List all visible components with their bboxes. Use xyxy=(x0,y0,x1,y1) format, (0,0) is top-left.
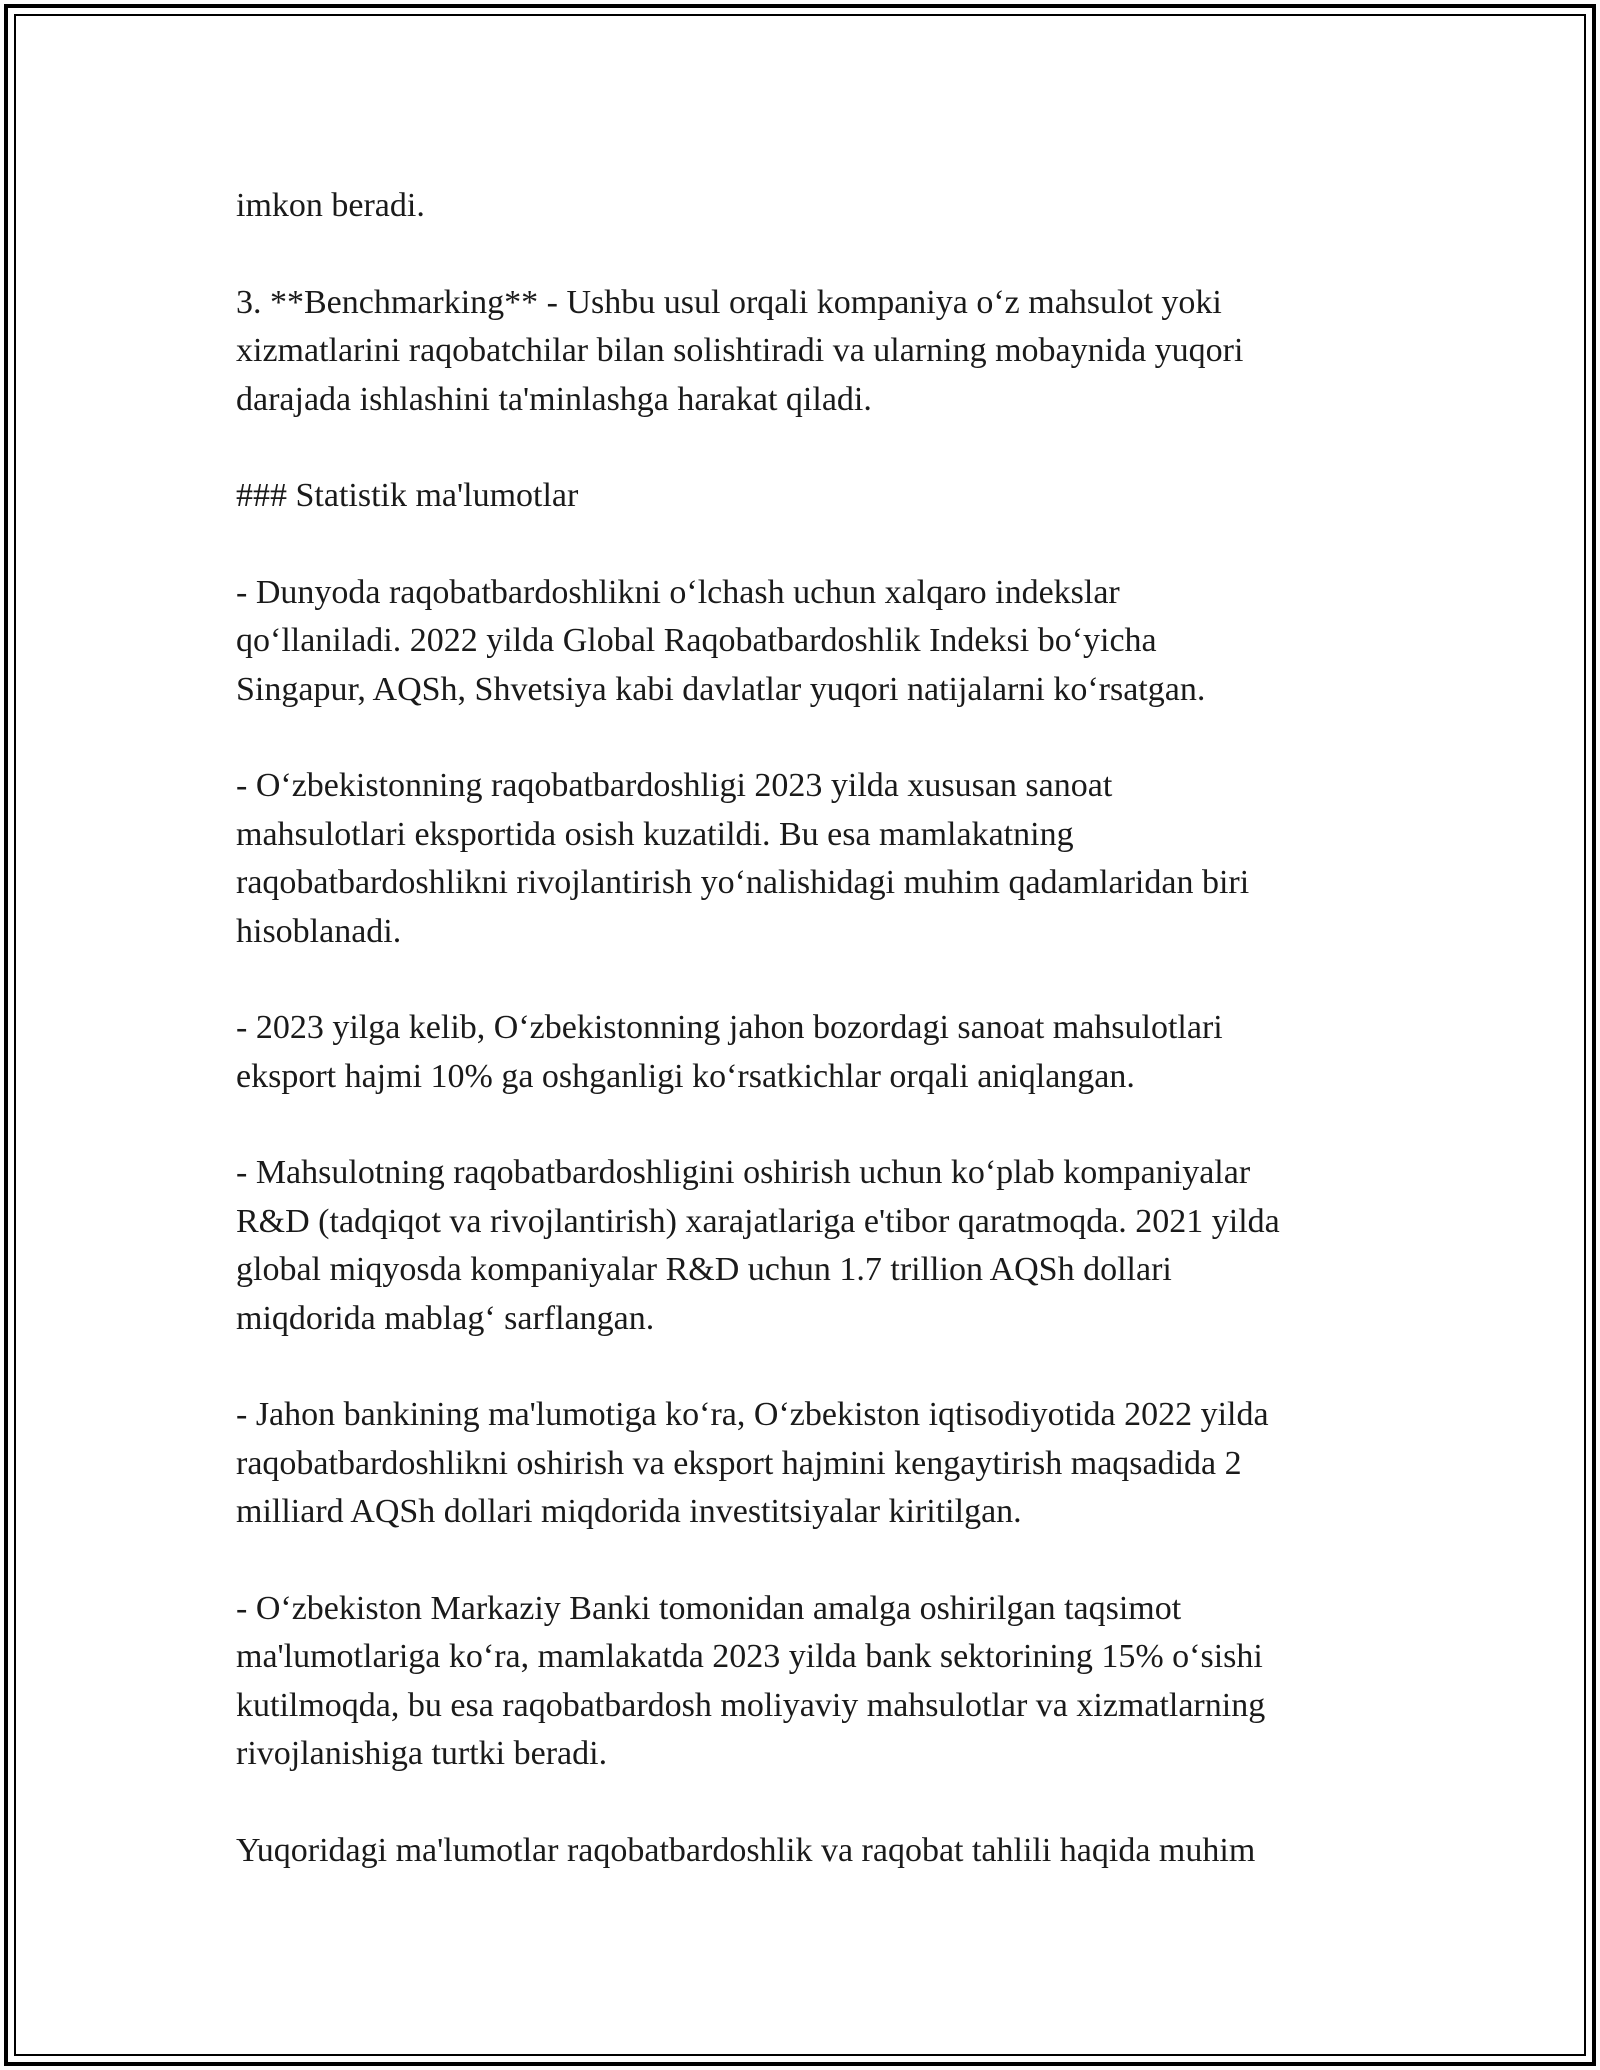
bullet-export-growth: - 2023 yilga kelib, O‘zbekistonning jahon bozordagi sanoat mahsulotlari eksport hajmi 10% ga oshganligi ko‘rsatkichlar orqali aniqlangan. xyxy=(236,1009,1223,1095)
bullet-world-bank-investment: - Jahon bankining ma'lumotiga ko‘ra, O‘zbekiston iqtisodiyotida 2022 yilda raqobatbardoshlikni oshirish va eksport hajmini kengaytirish maqsadida 2 milliard AQSh dollari miqdorida investitsiyalar kiritilgan. xyxy=(236,1396,1269,1530)
bullet-rnd-spending: - Mahsulotning raqobatbardoshligini oshirish uchun ko‘plab kompaniyalar R&D (tadqiqot va rivojlantirish) xarajatlariga e'tibor qaratmoqda. 2021 yilda global miqyosda kompaniyalar R&D uchun 1.7 trillion AQSh dollari miqdorida mablag‘ sarflangan. xyxy=(236,1154,1280,1337)
paragraph-conclusion: Yuqoridagi ma'lumotlar raqobatbardoshlik va raqobat tahlili haqida muhim xyxy=(236,1831,1256,1869)
bullet-uzbekistan-competitiveness: - O‘zbekistonning raqobatbardoshligi 2023 yilda xususan sanoat mahsulotlari eksportida osish kuzatildi. Bu esa mamlakatning raqobatbardoshlikni rivojlantirish yo‘nalishidagi muhim qadamlaridan biri hisoblanadi. xyxy=(236,767,1250,950)
section-heading-statistics: ### Statistik ma'lumotlar xyxy=(236,477,579,514)
document-body xyxy=(236,182,1376,1875)
bullet-global-index: - Dunyoda raqobatbardoshlikni o‘lchash uchun xalqaro indekslar qo‘llaniladi. 2022 yilda Global Raqobatbardoshlik Indeksi bo‘yicha Singapur, AQSh, Shvetsiya kabi davlatlar yuqori natijalarni ko‘rsatgan. xyxy=(236,573,1206,708)
paragraph-benchmarking: 3. **Benchmarking** - Ushbu usul orqali kompaniya o‘z mahsulot yoki xizmatlarini raqobatchilar bilan solishtiradi va ularning mobaynida yuqori darajada ishlashini ta'minlashga harakat qiladi. xyxy=(236,283,1244,418)
paragraph-continuation: imkon beradi. xyxy=(236,187,425,224)
bullet-central-bank: - O‘zbekiston Markaziy Banki tomonidan amalga oshirilgan taqsimot ma'lumotlariga ko‘ra, mamlakatda 2023 yilda bank sektorining 15% o‘sishi kutilmoqda, bu esa raqobatbardosh moliyaviy mahsulotlar va xizmatlarning rivojlanishiga turtki beradi. xyxy=(236,1589,1266,1772)
